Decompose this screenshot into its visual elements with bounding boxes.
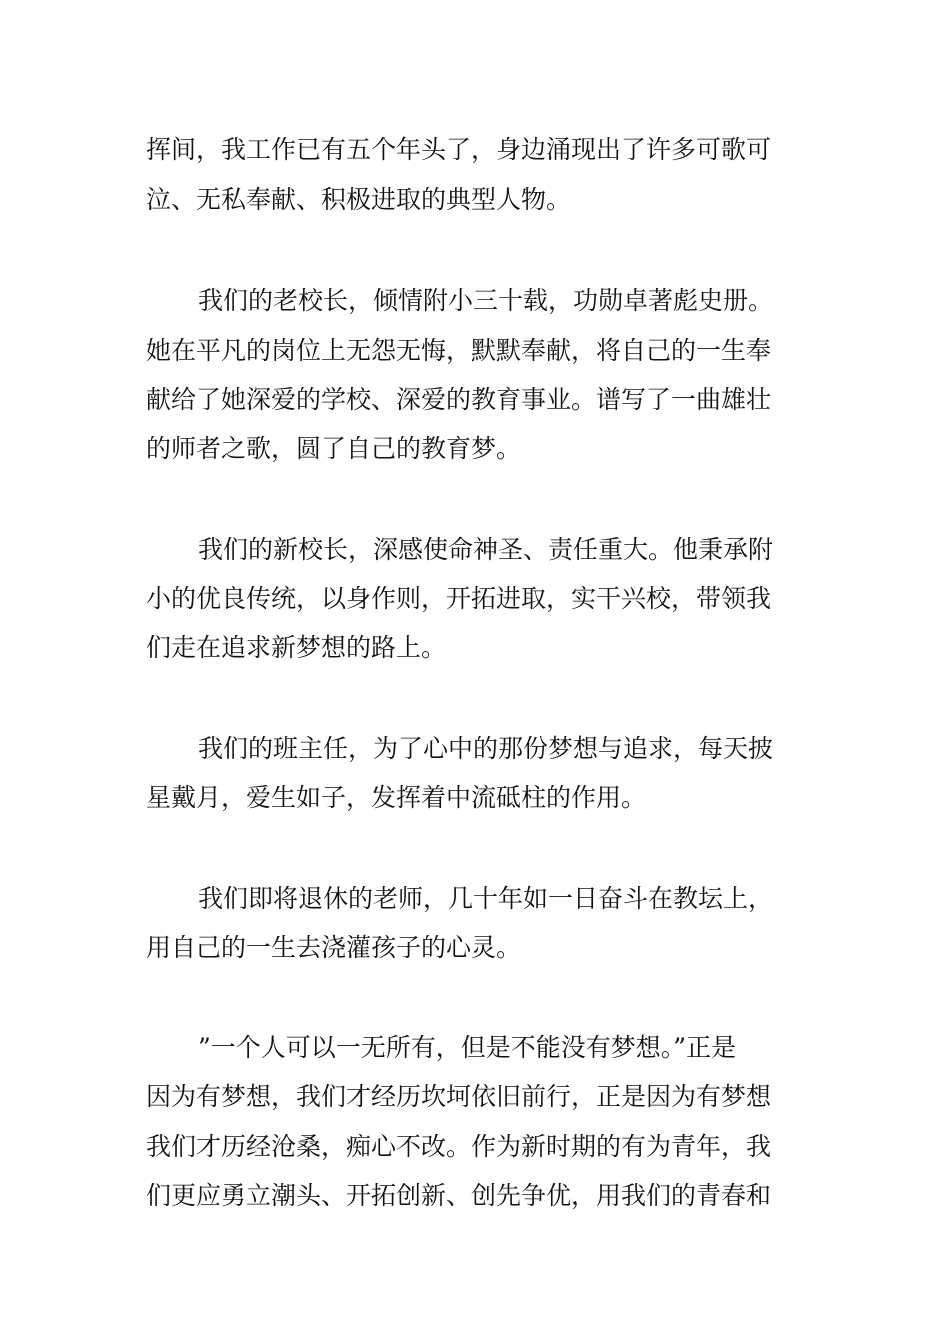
paragraph-line: 献给了她深爱的学校、深爱的教育事业。谱写了一曲雄壮: [146, 385, 772, 414]
paragraph-line: 因为有梦想，我们才经历坎坷依旧前行，正是因为有梦想: [146, 1082, 772, 1111]
paragraph-line: ”一个人可以一无所有，但是不能没有梦想。”正是: [198, 1033, 737, 1062]
paragraph-line: 小的优良传统，以身作则，开拓进取，实干兴校，带领我: [146, 584, 772, 613]
paragraph-line: 们走在追求新梦想的路上。: [146, 633, 447, 662]
paragraph-line: 她在平凡的岗位上无怨无悔，默默奉献，将自己的一生奉: [146, 336, 772, 365]
paragraph-line: 我们的班主任，为了心中的那份梦想与追求，每天披: [198, 734, 774, 763]
paragraph-line: 的师者之歌，圆了自己的教育梦。: [146, 434, 522, 463]
paragraph-line: 星戴月，爱生如子，发挥着中流砥柱的作用。: [146, 783, 647, 812]
paragraph-line: 用自己的一生去浇灌孩子的心灵。: [146, 933, 522, 962]
paragraph-line: 我们的老校长，倾情附小三十载，功勋卓著彪史册。: [198, 286, 774, 315]
paragraph-line: 泣、无私奉献、积极进取的典型人物。: [146, 185, 572, 214]
paragraph-line: 我们才历经沧桑，痴心不改。作为新时期的有为青年，我: [146, 1132, 772, 1161]
paragraph-line: 我们即将退休的老师，几十年如一日奋斗在教坛上，: [198, 884, 774, 913]
paragraph-line: 我们的新校长，深感使命神圣、责任重大。他秉承附: [198, 535, 774, 564]
paragraph-line: 挥间，我工作已有五个年头了，身边涌现出了许多可歌可: [146, 135, 772, 164]
paragraph-line: 们更应勇立潮头、开拓创新、创先争优，用我们的青春和: [146, 1181, 772, 1210]
